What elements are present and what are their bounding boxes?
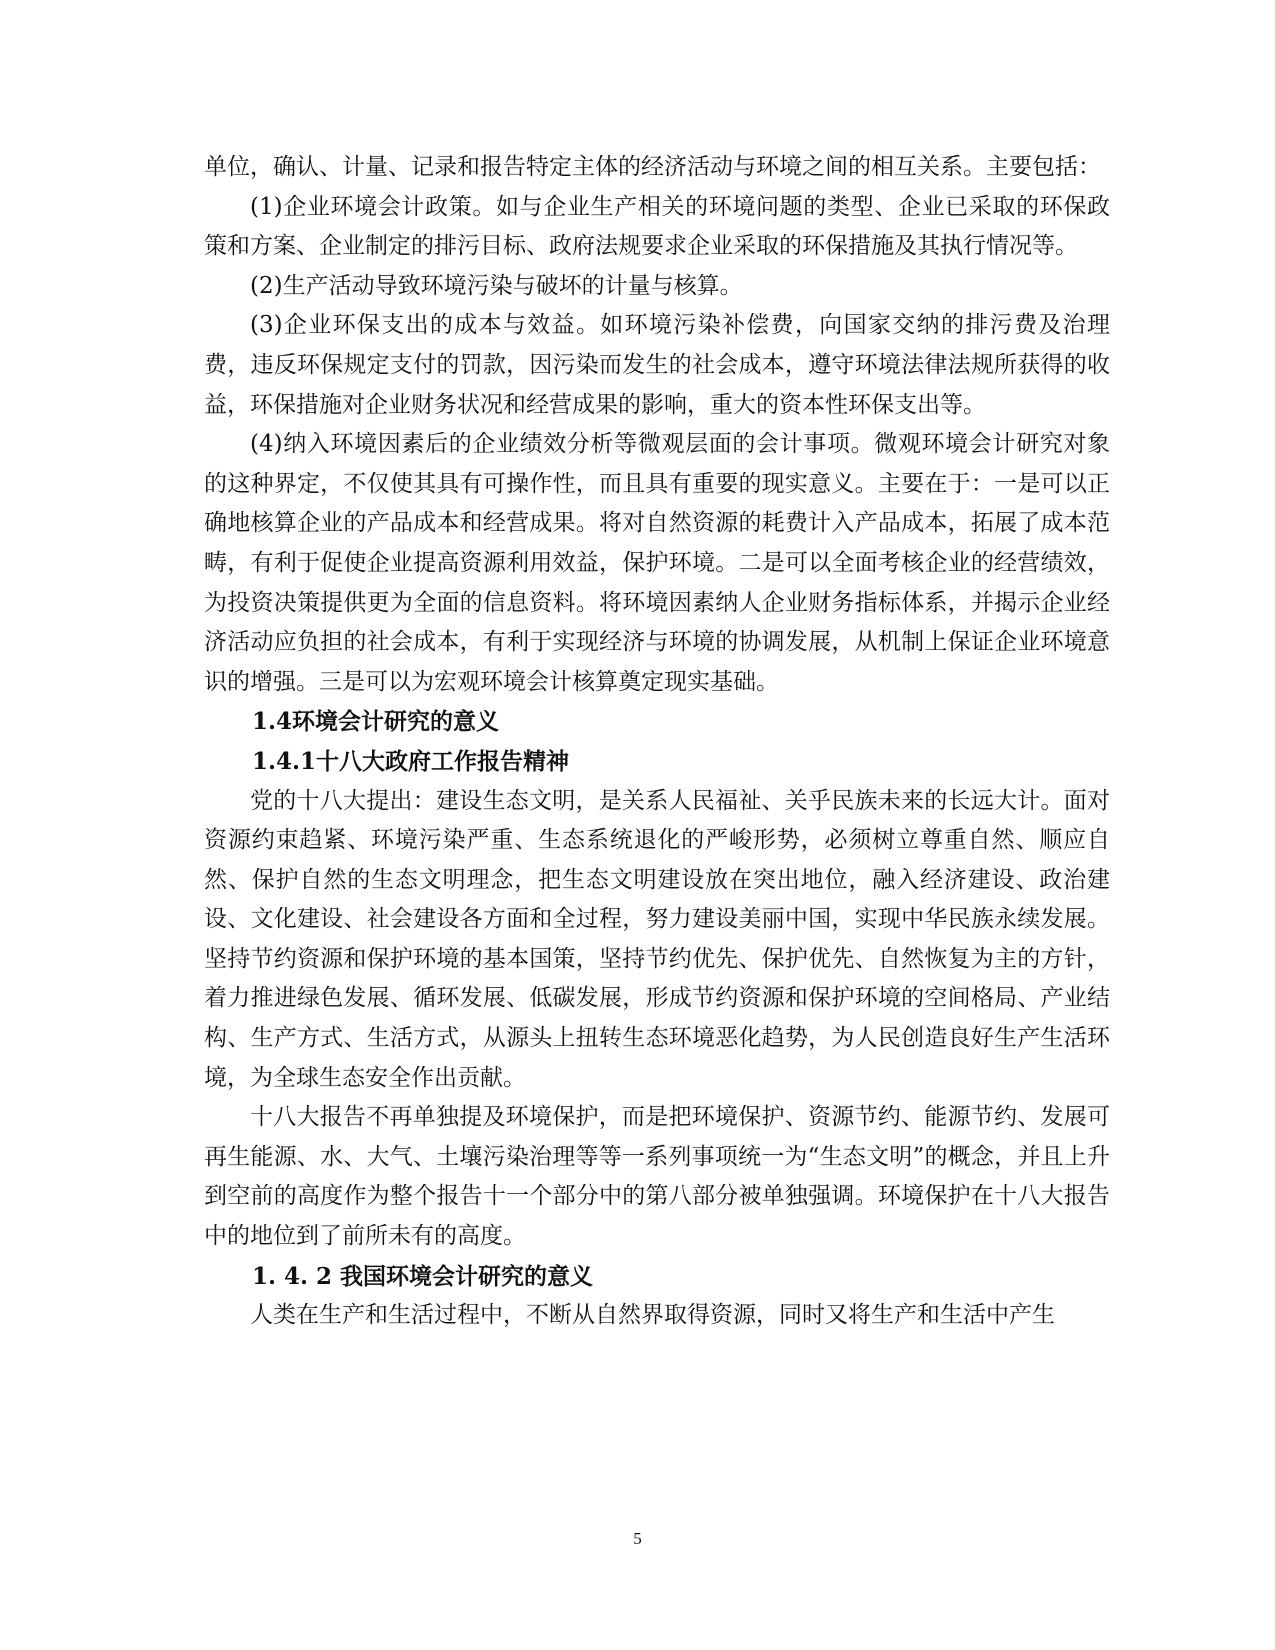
- page-content: [204, 148, 1110, 1336]
- section-heading-1-4: 1.4环境会计研究的意义: [252, 708, 500, 736]
- paragraph-item-1: (1)企业环境会计政策。如与企业生产相关的环境问题的类型、企业已采取的环保政策和方案、企业制定的排污目标、政府法规要求企业采取的环保措施及其执行情况等。: [204, 193, 1110, 260]
- paragraph-continued: 单位，确认、计量、记录和报告特定主体的经济活动与环境之间的相互关系。主要包括：: [204, 154, 1101, 180]
- section-heading-1-4-1: 1.4.1十八大政府工作报告精神: [252, 747, 570, 775]
- paragraph-ecological-civilization: 十八大报告不再单独提及环境保护，而是把环境保护、资源节约、能源节约、发展可再生能源、水、大气、土壤污染治理等等一系列事项统一为“生态文明”的概念，并且上升到空前的高度作为整个报告十一个部分中的第八部分被单独强调。环境保护在十八大报告中的地位到了前所未有的高度。: [204, 1104, 1110, 1250]
- section-heading-1-4-2: 1. 4. 2 我国环境会计研究的意义: [252, 1262, 594, 1290]
- paragraph-resources: 人类在生产和生活过程中，不断从自然界取得资源，同时又将生产和生活中产生: [250, 1302, 1055, 1329]
- page-number: 5: [633, 1529, 642, 1548]
- paragraph-item-3: (3)企业环保支出的成本与效益。如环境污染补偿费，向国家交纳的排污费及治理费，违反环保规定支付的罚款，因污染而发生的社会成本，遵守环境法律法规所获得的收益，环保措施对企业财务状况和经营成果的影响，重大的资本性环保支出等。: [204, 312, 1110, 418]
- paragraph-item-4: (4)纳入环境因素后的企业绩效分析等微观层面的会计事项。微观环境会计研究对象的这种界定，不仅使其具有可操作性，而且具有重要的现实意义。主要在于：一是可以正确地核算企业的产品成本和经营成果。将对自然资源的耗费计入产品成本，拓展了成本范畴，有利于促使企业提高资源利用效益，保护环境。二是可以全面考核企业的经营绩效，为投资决策提供更为全面的信息资料。将环境因素纳人企业财务指标体系，并揭示企业经济活动应负担的社会成本，有利于实现经济与环境的协调发展，从机制上保证企业环境意识的增强。三是可以为宏观环境会计核算奠定现实基础。: [204, 431, 1110, 695]
- paragraph-item-2: (2)生产活动导致环境污染与破坏的计量与核算。: [250, 272, 743, 299]
- paragraph-eighteenth-congress: 党的十八大提出：建设生态文明，是关系人民福祉、关乎民族未来的长远大计。面对资源约束趋紧、环境污染严重、生态系统退化的严峻形势，必须树立尊重自然、顺应自然、保护自然的生态文明理念，把生态文明建设放在突出地位，融入经济建设、政治建设、文化建设、社会建设各方面和全过程，努力建设美丽中国，实现中华民族永续发展。坚持节约资源和保护环境的基本国策，坚持节约优先、保护优先、自然恢复为主的方针，着力推进绿色发展、循环发展、低碳发展，形成节约资源和保护环境的空间格局、产业结构、生产方式、生活方式，从源头上扭转生态环境恶化趋势，为人民创造良好生产生活环境，为全球生态安全作出贡献。: [204, 787, 1110, 1091]
